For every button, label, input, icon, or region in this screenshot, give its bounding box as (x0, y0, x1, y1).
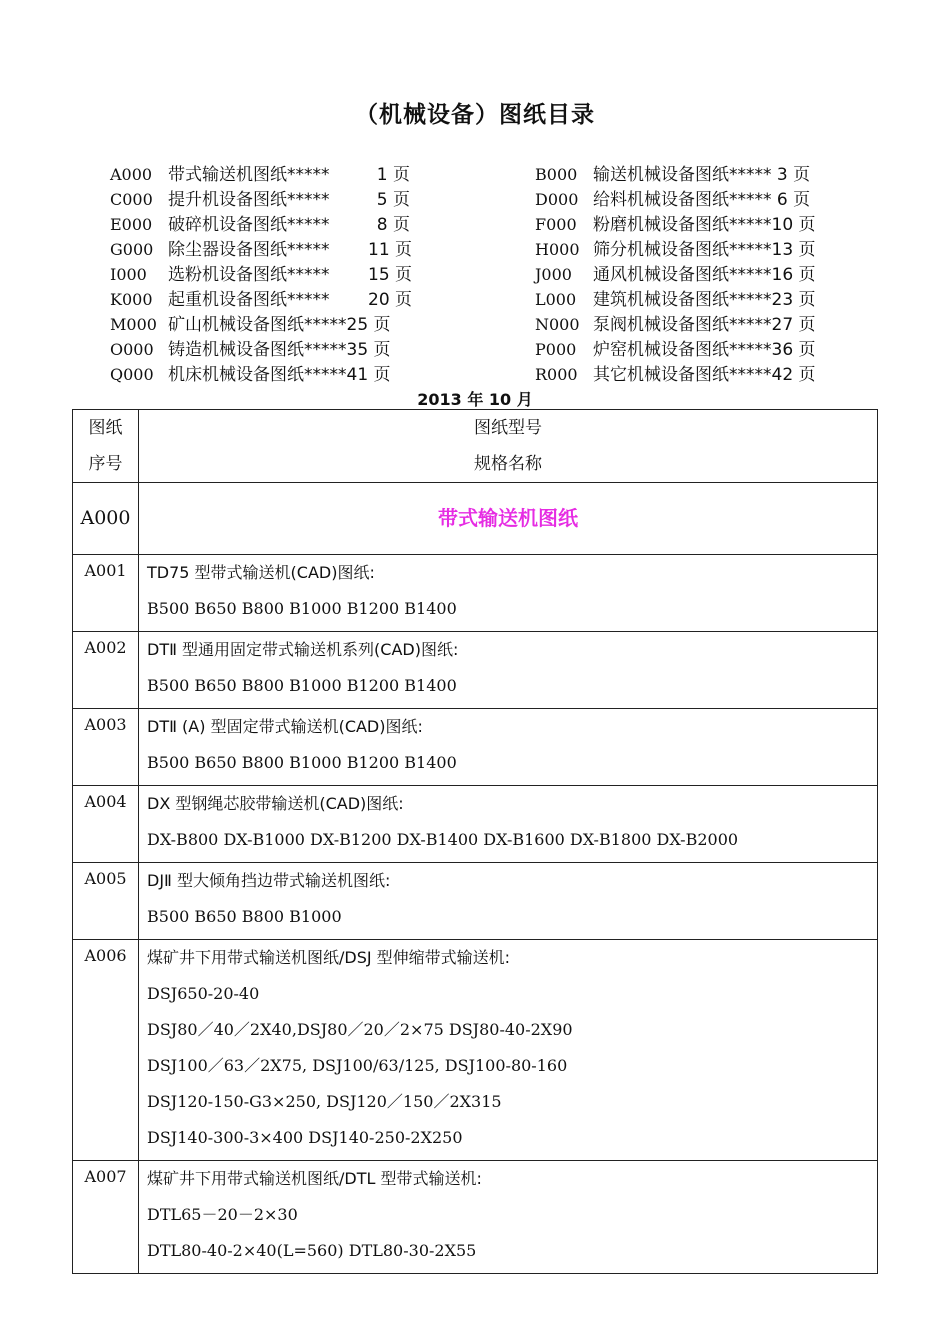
toc-page: 20 页 (368, 290, 413, 310)
toc-code: D000 (535, 190, 579, 209)
toc-code: A000 (110, 165, 153, 184)
row-heading: DTⅡ (A) 型固定带式输送机(CAD)图纸: (147, 717, 423, 736)
row-code: A007 (73, 1161, 139, 1274)
table-header-row (73, 410, 878, 483)
toc-code: N000 (535, 315, 580, 334)
section-title-cell (139, 483, 878, 555)
toc-text: 给料机械设备图纸***** 6 页 (593, 190, 811, 210)
toc-code: I000 (110, 265, 147, 284)
row-spec-line: B500 B650 B800 B1000 B1200 B1400 (147, 599, 457, 618)
row-code: A004 (73, 786, 139, 863)
table-row (73, 863, 878, 940)
table-row (73, 555, 878, 632)
toc-text: 带式输送机图纸***** (168, 165, 330, 185)
toc-code: O000 (110, 340, 154, 359)
row-heading: 煤矿井下用带式输送机图纸/DTL 型带式输送机: (147, 1169, 482, 1188)
row-spec-line: DSJ80／40／2X40,DSJ80／20／2×75 DSJ80-40-2X90 (147, 1020, 573, 1039)
toc-text: 提升机设备图纸***** (168, 190, 330, 210)
row-code: A005 (73, 863, 139, 940)
row-heading: DJⅡ 型大倾角挡边带式输送机图纸: (147, 871, 391, 890)
row-heading: TD75 型带式输送机(CAD)图纸: (147, 563, 375, 582)
toc-entry (535, 312, 816, 337)
row-spec-line: DSJ140-300-3×400 DSJ140-250-2X250 (147, 1128, 463, 1147)
toc-code: H000 (535, 240, 580, 259)
toc-entry (110, 287, 413, 312)
section-code-cell (73, 483, 139, 555)
toc-entry (535, 337, 816, 362)
toc-text: 建筑机械设备图纸*****23 页 (593, 290, 816, 310)
toc-entry (110, 337, 410, 362)
toc-text: 除尘器设备图纸***** (168, 240, 330, 260)
row-spec-line: DSJ100／63／2X75, DSJ100/63/125, DSJ100-80-160 (147, 1056, 568, 1075)
header-spec-line2: 规格名称 (474, 454, 542, 474)
toc-entry (110, 237, 413, 262)
toc-code: R000 (535, 365, 578, 384)
page-title: （机械设备）图纸目录 (355, 102, 595, 128)
toc-page: 1 页 (376, 165, 410, 185)
toc-page: 11 页 (368, 240, 413, 260)
toc-code: J000 (535, 265, 572, 284)
header-cell-spec (139, 410, 878, 483)
toc-entry (110, 162, 410, 187)
row-content (139, 940, 878, 1161)
toc-page: 15 页 (368, 265, 413, 285)
row-code: A002 (73, 632, 139, 709)
toc-left-column (110, 162, 413, 387)
section-title: 带式输送机图纸 (438, 506, 578, 530)
section-code: A000 (80, 507, 131, 529)
row-content (139, 709, 878, 786)
section-row (73, 483, 878, 555)
table-row (73, 632, 878, 709)
toc-page: 5 页 (376, 190, 410, 210)
row-content (139, 555, 878, 632)
row-spec-line: B500 B650 B800 B1000 B1200 B1400 (147, 753, 457, 772)
toc-code: P000 (535, 340, 577, 359)
date-line: 2013 年 10 月 (417, 390, 533, 409)
toc-text: 铸造机械设备图纸*****35 页 (168, 340, 391, 360)
row-content (139, 863, 878, 940)
toc-text: 起重机设备图纸***** (168, 290, 330, 310)
toc-code: B000 (535, 165, 578, 184)
toc-code: L000 (535, 290, 577, 309)
toc-text: 选粉机设备图纸***** (168, 265, 330, 285)
toc-entry (535, 362, 816, 387)
row-spec-line: DSJ120-150-G3×250, DSJ120／150／2X315 (147, 1092, 502, 1111)
row-content (139, 632, 878, 709)
toc-text: 粉磨机械设备图纸*****10 页 (593, 215, 816, 235)
table-row (73, 709, 878, 786)
toc-text: 矿山机械设备图纸*****25 页 (168, 315, 391, 335)
toc-code: Q000 (110, 365, 154, 384)
toc-code: K000 (110, 290, 153, 309)
table-row (73, 1161, 878, 1274)
toc-entry (110, 262, 413, 287)
toc-entry (110, 362, 410, 387)
row-code: A001 (73, 555, 139, 632)
row-content (139, 786, 878, 863)
row-spec-line: B500 B650 B800 B1000 B1200 B1400 (147, 676, 457, 695)
toc-entry (535, 262, 816, 287)
row-content (139, 1161, 878, 1274)
row-heading: DTⅡ 型通用固定带式输送机系列(CAD)图纸: (147, 640, 459, 659)
table-row (73, 786, 878, 863)
header-cell-number (73, 410, 139, 483)
row-heading: DX 型钢绳芯胶带输送机(CAD)图纸: (147, 794, 404, 813)
toc-code: E000 (110, 215, 153, 234)
toc-entry (110, 312, 410, 337)
toc-text: 机床机械设备图纸*****41 页 (168, 365, 391, 385)
toc-text: 破碎机设备图纸***** (168, 215, 330, 235)
toc-entry (535, 237, 816, 262)
row-spec-line: DX-B800 DX-B1000 DX-B1200 DX-B1400 DX-B1600 DX-B1800 DX-B2000 (147, 830, 739, 849)
toc-code: F000 (535, 215, 577, 234)
row-spec-line: B500 B650 B800 B1000 (147, 907, 342, 926)
toc-text: 炉窑机械设备图纸*****36 页 (593, 340, 816, 360)
toc-code: M000 (110, 315, 157, 334)
row-heading: 煤矿井下用带式输送机图纸/DSJ 型伸缩带式输送机: (147, 948, 511, 967)
toc-text: 其它机械设备图纸*****42 页 (593, 365, 816, 385)
toc-entry (535, 162, 816, 187)
toc-entry (535, 287, 816, 312)
toc-code: C000 (110, 190, 153, 209)
row-code: A003 (73, 709, 139, 786)
row-spec-line: DSJ650-20-40 (147, 984, 260, 1003)
toc-text: 通风机械设备图纸*****16 页 (593, 265, 816, 285)
toc-code: G000 (110, 240, 154, 259)
toc-page: 8 页 (376, 215, 410, 235)
toc-entry (110, 187, 410, 212)
row-code: A006 (73, 940, 139, 1161)
toc-entry (110, 212, 410, 237)
toc-text: 泵阀机械设备图纸*****27 页 (593, 315, 816, 335)
toc-text: 筛分机械设备图纸*****13 页 (593, 240, 816, 260)
header-number-line1: 图纸 (88, 418, 123, 438)
row-spec-line: DTL65－20－2×30 (147, 1205, 298, 1224)
toc-right-column (535, 162, 816, 387)
toc-text: 输送机械设备图纸***** 3 页 (593, 165, 811, 185)
header-spec-line1: 图纸型号 (474, 418, 542, 438)
toc-entry (535, 212, 816, 237)
toc-entry (535, 187, 816, 212)
drawing-catalog-table (72, 409, 878, 1274)
table-row (73, 940, 878, 1161)
header-number-line2: 序号 (88, 454, 123, 474)
row-spec-line: DTL80-40-2×40(L=560) DTL80-30-2X55 (147, 1241, 477, 1260)
